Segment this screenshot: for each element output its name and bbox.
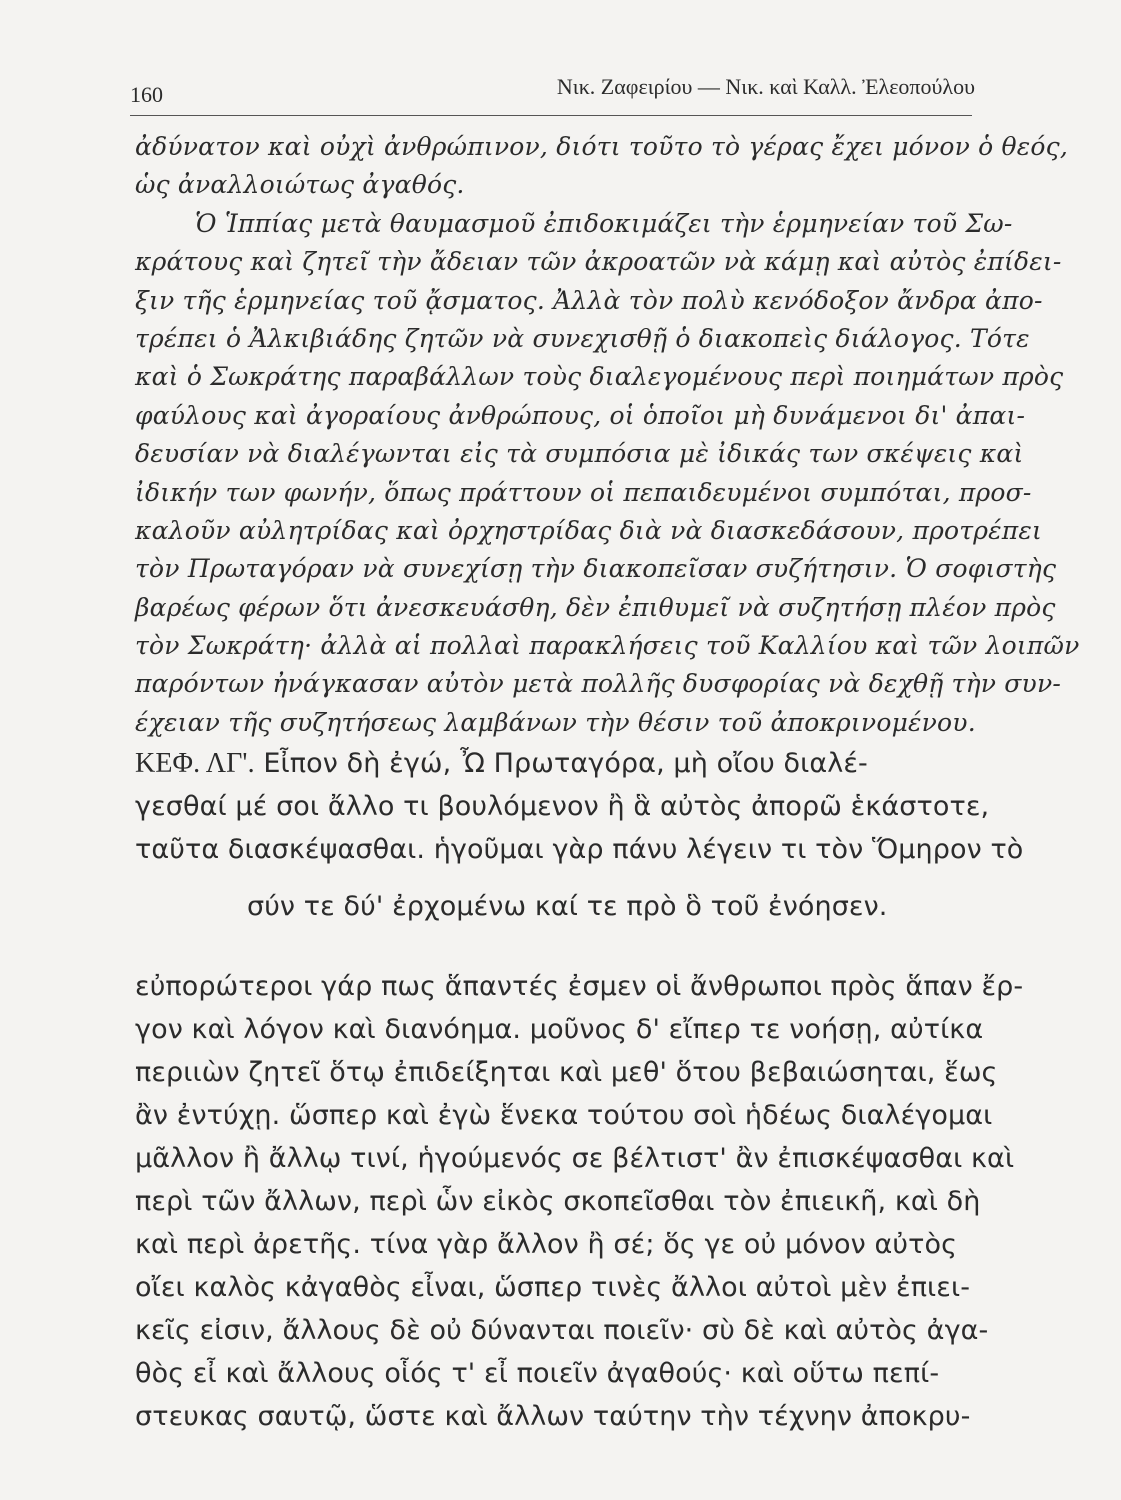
greek-text-line: καὶ περὶ ἀρετῆς. τίνα γὰρ ἄλλον ἢ σέ; ὅς γε οὐ μόνον αὐτὸς — [135, 1229, 958, 1260]
running-head: Νικ. Ζαφειρίου — Νικ. καὶ Καλλ. Ἐλεοπούλου — [556, 74, 975, 99]
commentary-line: ὡς ἀναλλοιώτως ἀγαθός. — [135, 170, 465, 200]
page-number: 160 — [130, 82, 163, 107]
greek-text-block — [135, 965, 1024, 1438]
greek-text-line: ταῦτα διασκέψασθαι. ἡγοῦμαι γὰρ πάνυ λέγειν τι τὸν Ὅμηρον τὸ — [135, 834, 1024, 865]
greek-text-line: οἴει καλὸς κἀγαθὸς εἶναι, ὥσπερ τινὲς ἄλλοι αὐτοὶ μὲν ἐπιει- — [135, 1272, 971, 1303]
commentary-line: φαύλους καὶ ἀγοραίους ἀνθρώπους, οἱ ὁποῖοι μὴ δυνάμενοι δι' ἀπαι- — [135, 400, 1026, 430]
greek-text-line: περὶ τῶν ἄλλων, περὶ ὧν εἰκὸς σκοπεῖσθαι τὸν ἐπιεικῆ, καὶ δὴ — [135, 1186, 981, 1217]
greek-text-line: ἂν ἐντύχῃ. ὥσπερ καὶ ἐγὼ ἕνεκα τούτου σοὶ ἡδέως διαλέγομαι — [135, 1100, 993, 1131]
chapter-opening — [135, 742, 1024, 928]
commentary-line: τὸν Πρωταγόραν νὰ συνεχίσῃ τὴν διακοπεῖσαν συζήτησιν. Ὁ σοφιστὴς — [135, 554, 1057, 584]
greek-text-line: θὸς εἶ καὶ ἄλλους οἷός τ' εἶ ποιεῖν ἀγαθούς· καὶ οὕτω πεπί- — [135, 1358, 940, 1389]
commentary-paragraph — [135, 128, 1080, 742]
header-rule — [130, 115, 972, 116]
commentary-line: καλοῦν αὐλητρίδας καὶ ὀρχηστρίδας διὰ νὰ διασκεδάσουν, προτρέπει — [135, 515, 1043, 545]
greek-text-line: γεσθαί μέ σοι ἄλλο τι βουλόμενον ἢ ἃ αὐτὸς ἀπορῶ ἑκάστοτε, — [135, 791, 990, 822]
commentary-line: τρέπει ὁ Ἀλκιβιάδης ζητῶν νὰ συνεχισθῇ ὁ διακοπεὶς διάλογος. Τότε — [135, 323, 1030, 353]
commentary-line: βαρέως φέρων ὅτι ἀνεσκευάσθη, δὲν ἐπιθυμεῖ νὰ συζητήσῃ πλέον πρὸς — [135, 592, 1056, 622]
commentary-line: καὶ ὁ Σωκράτης παραβάλλων τοὺς διαλεγομένους περὶ ποιημάτων πρὸς — [135, 362, 1064, 392]
commentary-line: ἰδικήν των φωνήν, ὅπως πράττουν οἱ πεπαιδευμένοι συμπόται, προσ- — [135, 477, 1032, 507]
greek-text-line: περιιὼν ζητεῖ ὅτῳ ἐπιδείξηται καὶ μεθ' ὅτου βεβαιώσηται, ἕως — [135, 1057, 998, 1088]
commentary-line: Ὁ Ἱππίας μετὰ θαυμασμοῦ ἐπιδοκιμάζει τὴν ἑρμηνείαν τοῦ Σω- — [195, 208, 1013, 238]
commentary-line: τὸν Σωκράτη· ἀλλὰ αἱ πολλαὶ παρακλήσεις τοῦ Καλλίου καὶ τῶν λοιπῶν — [135, 631, 1080, 661]
greek-text-line: Εἶπον δὴ ἐγώ, Ὦ Πρωταγόρα, μὴ οἴου διαλέ- — [263, 748, 868, 779]
page-header — [130, 72, 975, 108]
chapter-first-line — [135, 742, 985, 785]
greek-text-line: εὐπορώτεροι γάρ πως ἅπαντές ἐσμεν οἱ ἄνθρωποι πρὸς ἅπαν ἔρ- — [135, 971, 1024, 1002]
greek-text-line: στευκας σαυτῷ, ὥστε καὶ ἄλλων ταύτην τὴν τέχνην ἀποκρυ- — [135, 1401, 971, 1432]
commentary-line: ξιν τῆς ἑρμηνείας τοῦ ᾄσματος. Ἀλλὰ τὸν πολὺ κενόδοξον ἄνδρα ἀπο- — [135, 285, 1043, 315]
commentary-line: ἀδύνατον καὶ οὐχὶ ἀνθρώπινον, διότι τοῦτο τὸ γέρας ἔχει μόνον ὁ θεός, — [135, 132, 1068, 161]
homer-quote-line: σύν τε δύ' ἐρχομένω καί τε πρὸ ὃ τοῦ ἐνόησεν. — [247, 891, 888, 922]
greek-text-line: γον καὶ λόγον καὶ διανόημα. μοῦνος δ' εἴπερ τε νοήσῃ, αὐτίκα — [135, 1014, 984, 1045]
greek-text-line: μᾶλλον ἢ ἄλλῳ τινί, ἡγούμενός σε βέλτιστ' ἂν ἐπισκέψασθαι καὶ — [135, 1143, 1015, 1174]
commentary-line: έχειαν τῆς συζητήσεως λαμβάνων τὴν θέσιν τοῦ ἀποκρινομένου. — [135, 707, 976, 737]
chapter-label: ΚΕΦ. ΛΓ'. — [135, 748, 255, 779]
greek-text-line: κεῖς εἰσιν, ἄλλους δὲ οὐ δύνανται ποιεῖν· σὺ δὲ καὶ αὐτὸς ἀγα- — [135, 1315, 989, 1346]
commentary-line: δευσίαν νὰ διαλέγωνται εἰς τὰ συμπόσια μὲ ἰδικάς των σκέψεις καὶ — [135, 439, 1024, 469]
commentary-line: κράτους καὶ ζητεῖ τὴν ἄδειαν τῶν ἀκροατῶν νὰ κάμῃ καὶ αὐτὸς ἐπίδει- — [135, 247, 1062, 277]
commentary-line: παρόντων ἠνάγκασαν αὐτὸν μετὰ πολλῆς δυσφορίας νὰ δεχθῇ τὴν συν- — [135, 669, 1061, 699]
